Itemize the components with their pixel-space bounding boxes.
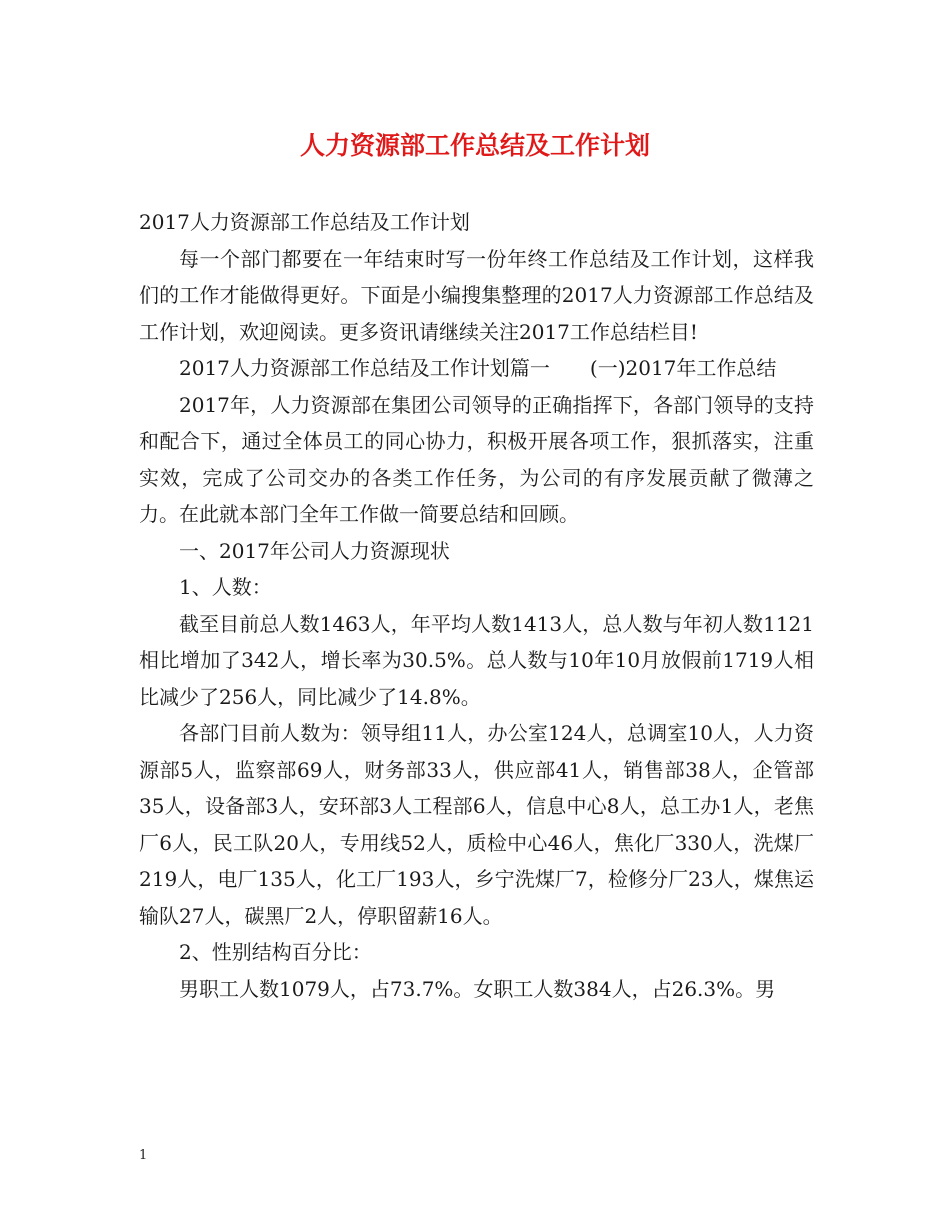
paragraph: 男职工人数1079人，占73.7%。女职工人数384人，占26.3%。男 <box>179 976 776 1001</box>
paragraph: 2017人力资源部工作总结及工作计划 <box>139 210 470 234</box>
paragraph: 2、性别结构百分比： <box>179 940 372 964</box>
document-title: 人力资源部工作总结及工作计划 <box>299 131 650 160</box>
paragraph: 截至目前总人数1463人，年平均人数1413人，总人数与年初人数1121相比增加了342人，增长率为30.5%。总人数与10年10月放假前1719人相比减少了256人，同比减少了14.8%。 <box>139 611 814 709</box>
paragraph: 各部门目前人数为：领导组11人，办公室124人，总调室10人，人力资源部5人，监察部69人，财务部33人，供应部41人，销售部38人，企管部35人，设备部3人，安环部3人工程部6人，信息中心8人，总工办1人，老焦厂6人，民工队20人，专用线52人，质检中心46人，焦化厂330人，洗煤厂219人，电厂135人，化工厂193人，乡宁洗煤厂7，检修分厂23人，煤焦运输队27人，碳黑厂2人，停职留薪16人。 <box>139 721 814 928</box>
document-body <box>139 204 814 1007</box>
paragraph: 一、2017年公司人力资源现状 <box>179 538 450 563</box>
paragraph: 1、人数： <box>179 575 272 599</box>
paragraph: 每一个部门都要在一年结束时写一份年终工作总结及工作计划，这样我们的工作才能做得更好。下面是小编搜集整理的2017人力资源部工作总结及工作计划，欢迎阅读。更多资讯请继续关注2017工作总结栏目! <box>139 246 814 344</box>
page-number: 1 <box>139 1148 148 1163</box>
paragraph: 2017人力资源部工作总结及工作计划篇一 (一)2017年工作总结 <box>179 356 777 380</box>
paragraph: 2017年，人力资源部在集团公司领导的正确指挥下，各部门领导的支持和配合下，通过全体员工的同心协力，积极开展各项工作，狠抓落实，注重实效，完成了公司交办的各类工作任务，为公司的有序发展贡献了微薄之力。在此就本部门全年工作做一简要总结和回顾。 <box>139 392 814 526</box>
